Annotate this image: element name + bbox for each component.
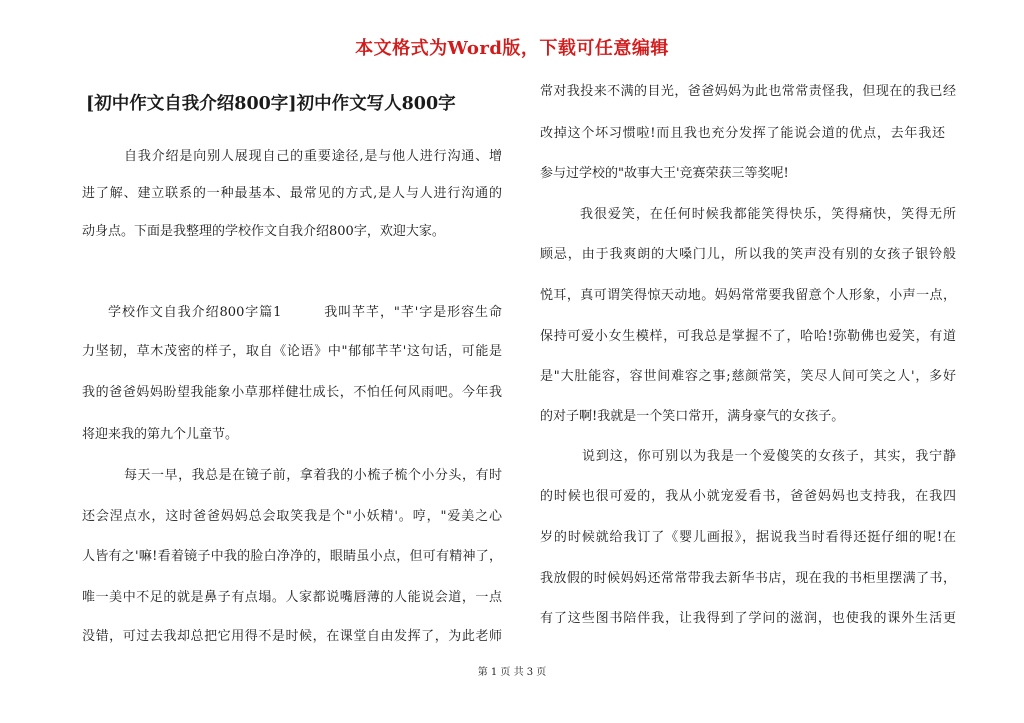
paragraph-line: 唯一美中不足的就是鼻子有点塌。人家都说嘴唇薄的人能说会道，一点	[82, 590, 502, 605]
paragraph-line: 每天一早，我总是在镜子前，拿着我的小梳子梳个小分头，有时	[124, 468, 502, 483]
paragraph-line: 进了解、建立联系的一种最基本、最常见的方式,是人与人进行沟通的	[82, 186, 502, 201]
paragraph-line: 保持可爱小女生模样，可我总是掌握不了，哈哈!弥勒佛也爱笑，有道	[540, 329, 956, 344]
paragraph-line: 人皆有之'嘛!看着镜子中我的脸白净净的，眼睛虽小点，但可有精神了，	[82, 549, 502, 564]
paragraph-line: 我很爱笑，在任何时候我都能笑得快乐，笑得痛快，笑得无所	[580, 207, 956, 222]
paragraph-line: 我放假的时候妈妈还常常带我去新华书店，现在我的书柜里摆满了书，	[540, 571, 956, 586]
paragraph-line: 顾忌，由于我爽朗的大嗓门儿，所以我的笑声没有别的女孩子银铃般	[540, 247, 956, 262]
paragraph-line: 我的爸爸妈妈盼望我能象小草那样健壮成长，不怕任何风雨吧。今年我	[82, 385, 502, 400]
paragraph-line: 的对子啊!我就是一个笑口常开，满身豪气的女孩子。	[540, 409, 845, 424]
page-title: [初中作文自我介绍800字]初中作文写人800字	[86, 94, 456, 114]
page-number: 第 1 页 共 3 页	[477, 667, 547, 678]
paragraph-line: 岁的时候就给我订了《婴儿画报》，据说我当时看得还挺仔细的呢!在	[540, 530, 956, 545]
paragraph-line: 是"大肚能容，容世间难容之事;慈颜常笑，笑尽人间可笑之人'，多好	[540, 369, 956, 384]
paragraph-line: 的时候也很可爱的，我从小就宠爱看书，爸爸妈妈也支持我，在我四	[540, 489, 956, 504]
paragraph-line: 没错，可过去我却总把它用得不是时候，在课堂自由发挥了，为此老师	[82, 629, 502, 644]
paragraph-line: 将迎来我的第九个儿童节。	[82, 427, 239, 442]
paragraph-line: 自我介绍是向别人展现自己的重要途径,是与他人进行沟通、增	[124, 149, 502, 164]
paragraph-line: 还会涅点水，这时爸爸妈妈总会取笑我是个"小妖精'。哼，"爱美之心	[82, 509, 502, 524]
paragraph-line: 常对我投来不满的目光，爸爸妈妈为此也常常责怪我，但现在的我已经	[540, 84, 956, 99]
paragraph-line: 悦耳，真可谓笑得惊天动地。妈妈常常要我留意个人形象，小声一点，	[540, 288, 956, 303]
paragraph-line: 有了这些图书陪伴我，让我得到了学问的滋润，也使我的课外生活更	[540, 611, 956, 626]
paragraph-line: 学校作文自我介绍800字篇1 我叫芊芊，"芊'字是形容生命	[108, 305, 502, 320]
paragraph-line: 动身点。下面是我整理的学校作文自我介绍800字，欢迎大家。	[82, 224, 445, 239]
paragraph-line: 说到这，你可别以为我是一个爱傻笑的女孩子，其实，我宁静	[582, 449, 956, 464]
paragraph-line: 改掉这个坏习惯啦!而且我也充分发挥了能说会道的优点，去年我还	[540, 126, 945, 141]
paragraph-line: 力坚韧，草木茂密的样子，取自《论语》中"郁郁芊芊'这句话，可能是	[82, 344, 502, 359]
download-banner: 本文格式为Word版，下载可任意编辑	[355, 38, 669, 59]
paragraph-line: 参与过学校的"故事大王'竞赛荣获三等奖呢!	[540, 166, 789, 181]
